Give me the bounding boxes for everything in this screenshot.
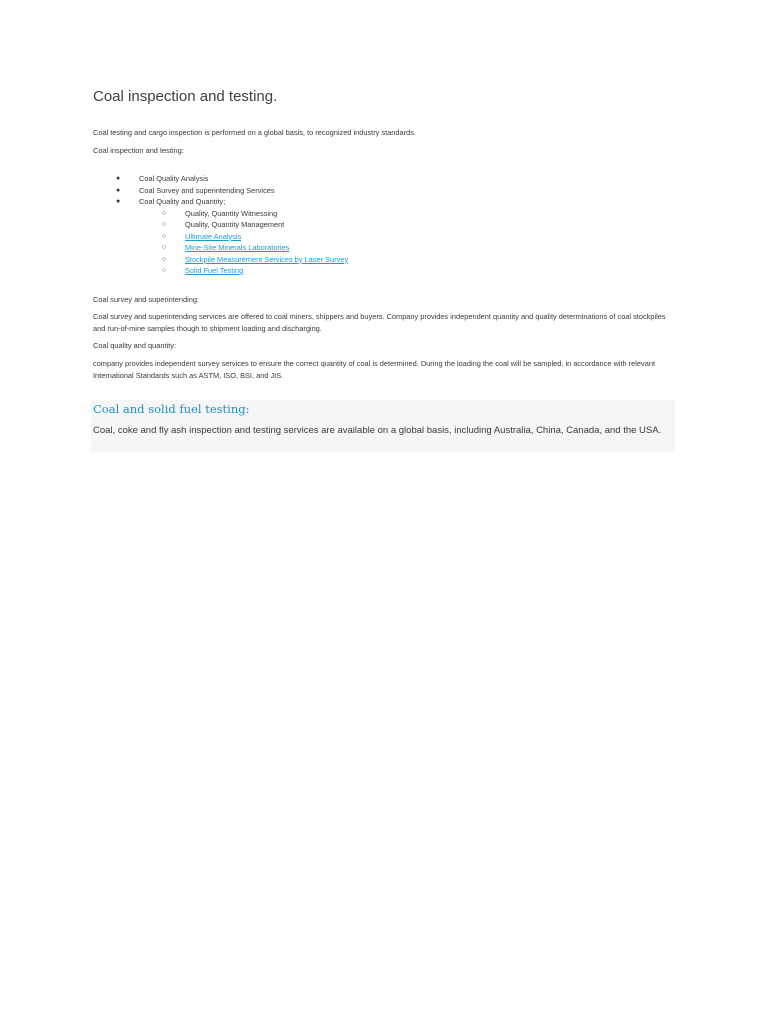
- sub-list-item: [139, 208, 348, 220]
- sub-list-item-label: Quality, Quantity Management: [185, 220, 285, 229]
- quality-paragraph: company provides independent survey services to ensure the correct quantity of coal is determined. During the loading the coal will be sampled, in accordance with relevant International Standards such as ASTM, ISO, BSI, and JIS.: [93, 359, 655, 380]
- sub-list-item: [139, 219, 348, 231]
- sub-list-item: [139, 265, 348, 277]
- page-title: Coal inspection and testing.: [93, 88, 278, 105]
- sub-list-item-label: Quality, Quantity Witnessing: [185, 208, 278, 218]
- fuel-testing-paragraph: Coal, coke and fly ash inspection and testing services are available on a global basis, including Australia, China, Canada, and the USA.: [93, 425, 662, 436]
- list-heading: Coal inspection and testing:: [93, 146, 184, 155]
- link-ultimate-analysis[interactable]: Ultimate Analysis: [185, 231, 242, 241]
- list-item: [93, 196, 348, 277]
- fuel-testing-heading: Coal and solid fuel testing:: [93, 402, 250, 416]
- bullet-icon: ●: [116, 175, 121, 182]
- link-solid-fuel-testing[interactable]: Solid Fuel Testing: [185, 266, 244, 275]
- quality-heading: Coal quality and quantity:: [93, 341, 176, 350]
- link-mine-site-laboratories[interactable]: Mine-Site Minerals Laboratories: [185, 243, 290, 252]
- list-item-label: Coal Quality and Quantity;: [139, 197, 226, 206]
- sub-list-item: [139, 254, 348, 266]
- circle-bullet-icon: ○: [162, 232, 167, 240]
- sub-list-item: [139, 231, 348, 243]
- circle-bullet-icon: ○: [162, 221, 167, 228]
- survey-paragraph: Coal survey and superintending services are offered to coal miners, shippers and buyers. Company provides independent quantity and quality determinations of coal stockpiles and run-of-mine samples though to shipment loading and discharging.: [93, 312, 666, 333]
- list-item-label: Coal Quality Analysis: [139, 174, 209, 183]
- circle-bullet-icon: ○: [162, 209, 167, 217]
- list-item: [93, 185, 348, 197]
- survey-heading: Coal survey and superintending:: [93, 295, 199, 304]
- circle-bullet-icon: ○: [162, 255, 167, 263]
- list-item: [93, 173, 348, 185]
- link-stockpile-measurement[interactable]: Stockpile Measurement Services by Laser Survey: [185, 254, 349, 264]
- intro-paragraph: Coal testing and cargo inspection is performed on a global basis, to recognized industry standards.: [93, 128, 416, 137]
- circle-bullet-icon: ○: [162, 244, 167, 251]
- fuel-testing-section: [91, 400, 675, 452]
- bullet-icon: ●: [116, 186, 121, 194]
- services-list: [93, 173, 348, 277]
- sub-list-item: [139, 242, 348, 254]
- circle-bullet-icon: ○: [162, 267, 167, 274]
- sub-list: [139, 208, 348, 277]
- list-item-label: Coal Survey and superintending Services: [139, 185, 275, 195]
- bullet-icon: ●: [116, 198, 121, 205]
